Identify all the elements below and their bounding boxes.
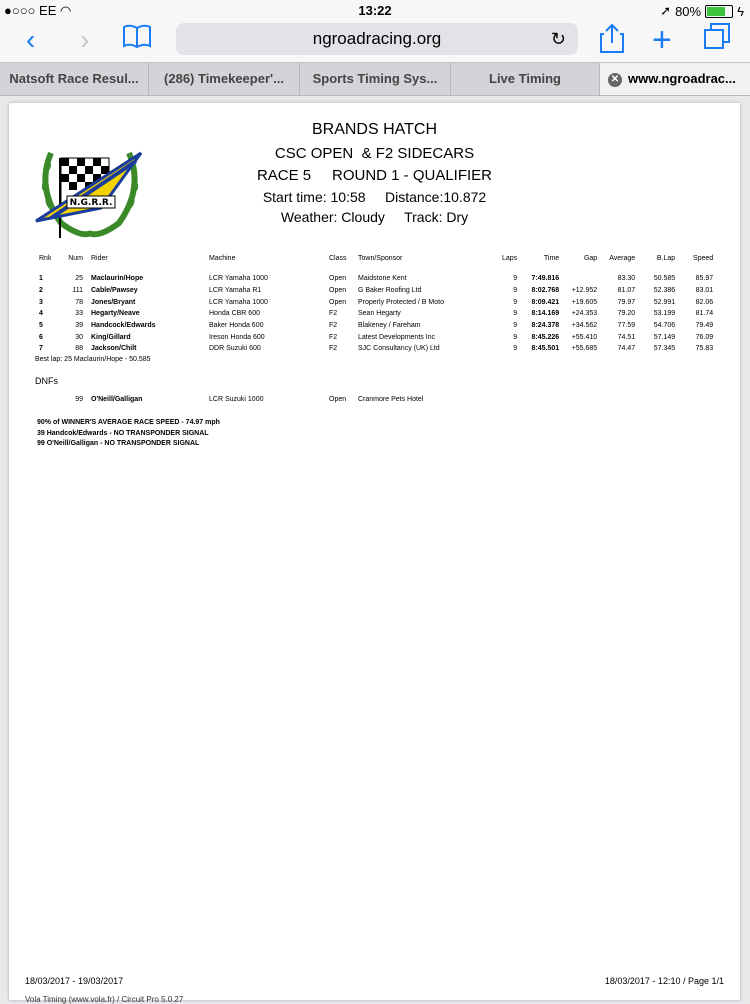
table-row xyxy=(35,296,717,308)
table-cell: Hegarty/Neave xyxy=(91,310,140,318)
dnf-num: 99 xyxy=(75,396,83,403)
table-cell: Open xyxy=(329,275,347,283)
table-cell: 9 xyxy=(513,275,518,283)
table-cell: 79.49 xyxy=(695,322,714,330)
browser-toolbar xyxy=(0,20,750,62)
footer-dates: 18/03/2017 - 19/03/2017 xyxy=(25,976,124,986)
table-row xyxy=(35,331,717,343)
start-distance: Start time: 10:58 Distance:10.872 xyxy=(262,189,487,205)
table-cell: 78 xyxy=(75,298,83,306)
table-cell: 8:09.421 xyxy=(531,298,560,306)
table-cell: Cable/Pawsey xyxy=(91,287,138,295)
charging-icon: ϟ xyxy=(737,3,744,19)
clock: 13:22 xyxy=(358,3,392,18)
table-cell: +19.605 xyxy=(571,298,598,306)
table-cell: F2 xyxy=(329,322,338,330)
reload-icon[interactable]: ↻ xyxy=(550,29,566,49)
table-cell: 85.97 xyxy=(695,275,714,283)
wifi-icon: ◠ xyxy=(60,3,72,18)
results-document xyxy=(9,103,740,1004)
logo-text: N.G.R.R. xyxy=(69,198,113,208)
col-blap: B.Lap xyxy=(656,254,676,262)
back-chevron-icon[interactable]: ‹ xyxy=(26,24,36,55)
status-right xyxy=(660,3,744,19)
battery-fill xyxy=(707,7,725,16)
table-cell: 6 xyxy=(39,333,43,341)
footer-software: Vola Timing (www.vola.fr) / Circuit Pro 5.0.27 xyxy=(25,995,184,1004)
table-cell: 9 xyxy=(513,322,518,330)
table-cell: 8:24.378 xyxy=(531,322,560,330)
table-cell: +24.353 xyxy=(571,310,598,318)
table-cell: 76.09 xyxy=(695,333,714,341)
weather-track: Weather: Cloudy Track: Dry xyxy=(280,209,469,225)
table-cell: 57.345 xyxy=(653,345,676,353)
table-cell: Latest Developments Inc xyxy=(358,333,436,341)
col-rnk: Rnk xyxy=(39,254,52,262)
table-cell: LCR Yamaha 1000 xyxy=(209,298,268,306)
table-row xyxy=(35,343,717,355)
dnf-machine: LCR Suzuki 1000 xyxy=(209,396,264,403)
footer-page-info: 18/03/2017 - 12:10 / Page 1/1 xyxy=(604,976,724,986)
table-cell: +12.952 xyxy=(571,287,598,295)
table-cell: 9 xyxy=(513,298,518,306)
battery-icon xyxy=(705,5,733,18)
table-cell: 74.51 xyxy=(617,333,636,341)
col-gap: Gap xyxy=(583,254,598,262)
table-cell: 75.83 xyxy=(695,345,714,353)
col-num: Num xyxy=(68,254,83,262)
note-line: 90% of WINNER'S AVERAGE RACE SPEED - 74.97 mph xyxy=(37,419,220,426)
table-cell: 4 xyxy=(39,310,43,318)
tab-sports-timing[interactable]: Sports Timing Sys... xyxy=(300,63,451,95)
table-row xyxy=(35,320,717,332)
table-cell: 88 xyxy=(75,345,83,353)
tab-live-timing[interactable]: Live Timing xyxy=(451,63,600,95)
table-cell: 50.585 xyxy=(653,275,676,283)
venue-title: BRANDS HATCH xyxy=(311,121,438,138)
table-cell: 9 xyxy=(513,345,518,353)
col-laps: Laps xyxy=(502,254,518,262)
table-cell: +34.562 xyxy=(571,322,598,330)
tab-ngroadracing[interactable] xyxy=(600,63,750,95)
table-cell: 8:45.226 xyxy=(531,333,560,341)
table-cell: 3 xyxy=(39,298,43,306)
address-bar[interactable] xyxy=(176,23,578,55)
table-cell: Sean Hegarty xyxy=(358,310,401,318)
table-cell: King/Gillard xyxy=(91,333,131,341)
table-cell: Jackson/Chilt xyxy=(91,345,137,353)
table-cell: 5 xyxy=(39,322,43,330)
dnf-class: Open xyxy=(329,396,347,403)
table-cell: Honda CBR 600 xyxy=(209,310,260,318)
table-cell: 54.706 xyxy=(653,322,676,330)
best-lap: Best lap: 25 Maclaurin/Hope - 50.585 xyxy=(35,356,151,363)
table-cell: 9 xyxy=(513,310,518,318)
table-cell: 52.991 xyxy=(653,298,676,306)
table-cell: 79.97 xyxy=(617,298,636,306)
table-cell: 2 xyxy=(39,287,43,295)
table-cell: F2 xyxy=(329,310,338,318)
table-cell: 79.20 xyxy=(617,310,636,318)
table-cell: 9 xyxy=(513,333,518,341)
table-cell: Properly Protected / B Moto xyxy=(358,298,444,306)
table-cell: Maidstone Kent xyxy=(358,275,407,283)
new-tab-plus-icon[interactable]: + xyxy=(652,21,672,59)
note-line: 39 Handcok/Edwards - NO TRANSPONDER SIGNAL xyxy=(37,429,209,437)
table-cell: 83.30 xyxy=(617,275,636,283)
table-cell: SJC Consultancy (UK) Ltd xyxy=(358,345,440,353)
table-cell: 25 xyxy=(75,275,83,283)
table-cell: 9 xyxy=(513,287,518,295)
bookmarks-book-icon[interactable] xyxy=(122,23,152,57)
col-class: Class xyxy=(329,254,347,262)
table-cell: DDR Suzuki 600 xyxy=(209,345,261,353)
col-average: Average xyxy=(609,254,636,262)
table-cell: 83.01 xyxy=(695,287,714,295)
table-cell: 52.386 xyxy=(653,287,676,295)
battery-percent: 80% xyxy=(675,3,702,19)
dnf-rider: O'Neill/Galligan xyxy=(91,396,143,403)
tab-natsoft[interactable]: Natsoft Race Resul... xyxy=(0,63,149,95)
table-cell: 39 xyxy=(75,322,83,330)
notes-block xyxy=(37,418,220,450)
tab-ngroadracing-label: www.ngroadrac... xyxy=(628,71,736,86)
table-cell: 81.74 xyxy=(695,310,714,318)
table-cell: 8:14.169 xyxy=(531,310,560,318)
table-cell: 8:45.501 xyxy=(531,345,560,353)
table-cell: 53.199 xyxy=(653,310,676,318)
table-row xyxy=(35,285,717,297)
table-cell xyxy=(563,273,601,285)
table-cell: 74.47 xyxy=(617,345,636,353)
event-title: CSC OPEN & F2 SIDECARS xyxy=(274,145,475,162)
table-cell: 81.07 xyxy=(617,287,636,295)
status-bar xyxy=(0,0,750,20)
table-row xyxy=(35,273,717,285)
table-cell: Baker Honda 600 xyxy=(209,322,264,330)
table-cell: 111 xyxy=(72,287,83,295)
table-cell: 7 xyxy=(39,345,43,353)
table-cell: 57.149 xyxy=(653,333,676,341)
table-cell: F2 xyxy=(329,345,338,353)
table-cell: 8:02.768 xyxy=(531,287,560,295)
dnfs-heading: DNFs xyxy=(35,376,58,386)
results-header-row xyxy=(35,249,717,267)
table-cell: LCR Yamaha R1 xyxy=(209,287,262,295)
dnf-row xyxy=(35,394,498,405)
table-cell: Jones/Bryant xyxy=(91,298,136,306)
race-title: RACE 5 ROUND 1 - QUALIFIER xyxy=(256,167,493,184)
note-line: 99 O'Neill/Galligan - NO TRANSPONDER SIGNAL xyxy=(37,440,200,447)
tab-timekeeper[interactable]: (286) Timekeeper'... xyxy=(149,63,300,95)
dnf-sponsor: Cranmore Pets Hotel xyxy=(358,396,424,403)
table-cell: 7:49.816 xyxy=(531,275,560,283)
dnf-table xyxy=(35,394,498,405)
table-cell: Open xyxy=(329,287,347,295)
col-rider: Rider xyxy=(91,254,108,262)
table-cell: 30 xyxy=(75,333,83,341)
table-cell: Blakeney / Fareham xyxy=(358,322,421,330)
table-cell: 82.06 xyxy=(695,298,714,306)
table-cell: LCR Yamaha 1000 xyxy=(209,275,268,283)
table-cell: F2 xyxy=(329,333,338,341)
table-cell: G Baker Roofing Ltd xyxy=(358,287,422,295)
table-cell: +55.685 xyxy=(571,345,598,353)
url-text: ngroadracing.org xyxy=(312,29,442,48)
table-cell: 77.59 xyxy=(617,322,636,330)
table-cell: Open xyxy=(329,298,347,306)
col-speed: Speed xyxy=(692,254,714,262)
table-cell: 1 xyxy=(39,275,43,283)
share-icon[interactable] xyxy=(600,23,624,61)
table-cell: Handcock/Edwards xyxy=(91,322,156,330)
carrier-text: ●○○○ EE xyxy=(4,3,57,18)
col-machine: Machine xyxy=(209,254,236,262)
col-town-sponsor: Town/Sponsor xyxy=(358,254,403,262)
table-cell: Maclaurin/Hope xyxy=(91,275,144,283)
table-cell: +55.410 xyxy=(571,333,598,341)
table-row xyxy=(35,308,717,320)
table-cell: 33 xyxy=(75,310,83,318)
location-arrow-icon: ➚ xyxy=(660,3,672,18)
tabs-overview-icon[interactable] xyxy=(704,23,730,57)
close-tab-icon[interactable]: ✕ xyxy=(608,73,622,87)
forward-chevron-icon[interactable]: › xyxy=(80,24,90,55)
col-time: Time xyxy=(543,254,560,262)
table-cell: Ireson Honda 600 xyxy=(209,333,265,341)
tab-strip xyxy=(0,62,750,96)
results-table xyxy=(35,249,717,355)
